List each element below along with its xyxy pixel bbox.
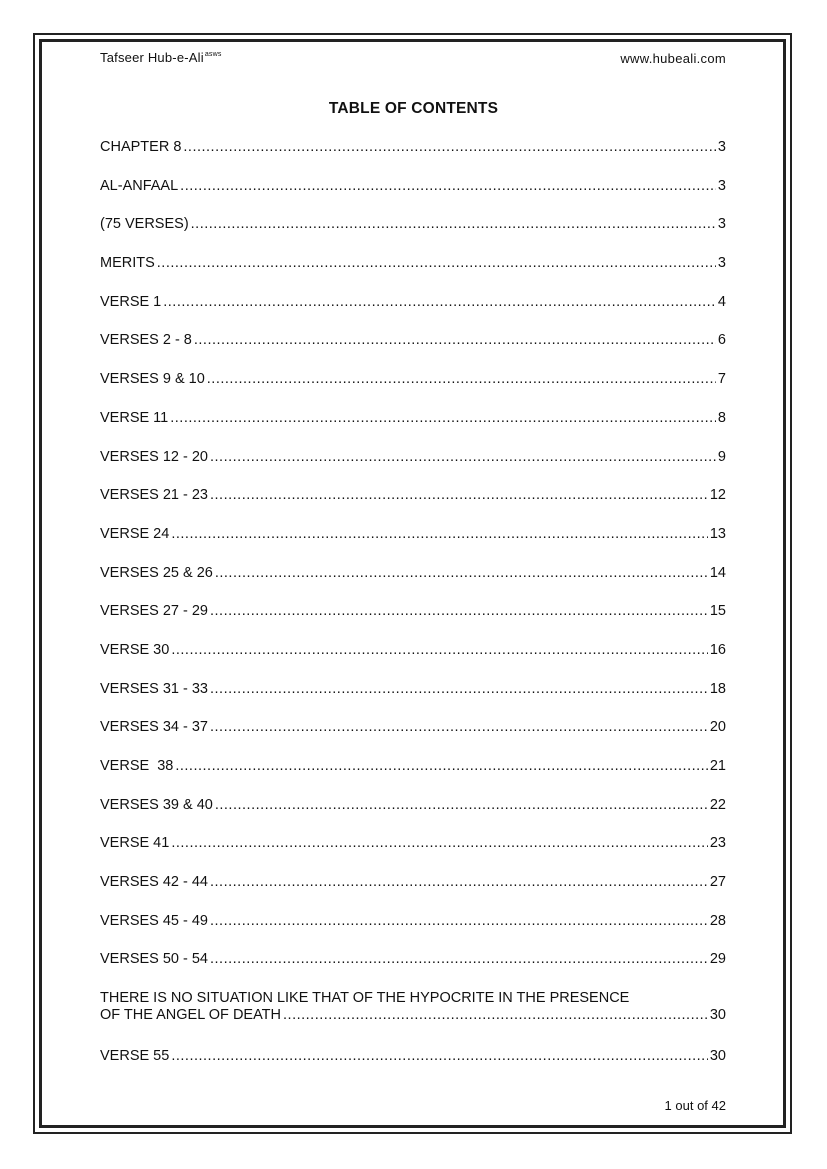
toc-entry-label: VERSES 34 - 37 [100,719,208,736]
toc-leader-dots [210,487,708,504]
toc-entry-page: 18 [709,680,726,697]
toc-list [100,139,726,1087]
toc-entry[interactable] [100,603,726,642]
toc-entry-label: VERSE 30 [100,641,170,658]
page-number: 1 out of 42 [664,1098,726,1113]
header-book-title-text: Tafseer Hub-e-Ali [100,50,204,65]
toc-leader-dots [180,178,716,195]
toc-leader-dots [171,835,708,852]
toc-entry-label: (75 VERSES) [100,216,189,233]
toc-leader-dots [283,1007,708,1024]
toc-entry[interactable] [100,294,726,333]
toc-entry-label: VERSE 11 [100,409,169,426]
toc-entry-page: 7 [717,371,726,388]
toc-title: TABLE OF CONTENTS [328,100,499,117]
toc-entry[interactable] [100,487,726,526]
toc-leader-dots [194,332,716,349]
toc-entry-page: 27 [709,874,726,891]
toc-entry[interactable] [100,913,726,952]
toc-leader-dots [215,565,708,582]
toc-entry[interactable] [100,1048,726,1087]
header-website: www.hubeali.com [620,51,726,66]
toc-entry-page: 3 [717,216,726,233]
toc-entry[interactable] [100,797,726,836]
toc-entry-label: VERSES 50 - 54 [100,951,208,968]
toc-leader-dots [210,951,708,968]
toc-entry-page: 29 [709,951,726,968]
toc-entry-page: 23 [709,835,726,852]
toc-leader-dots [170,410,716,427]
toc-leader-dots [210,913,708,930]
toc-leader-dots [207,371,716,388]
toc-entry[interactable] [100,178,726,217]
toc-entry-label: VERSE 24 [100,525,170,542]
toc-entry-label: AL-ANFAAL [100,177,179,194]
toc-entry-label: VERSES 9 & 10 [100,371,205,388]
toc-entry[interactable] [100,642,726,681]
toc-entry-label: VERSES 12 - 20 [100,448,208,465]
toc-leader-dots [191,216,716,233]
toc-leader-dots [210,603,708,620]
toc-entry[interactable] [100,565,726,604]
toc-entry[interactable] [100,332,726,371]
toc-entry-page: 4 [717,293,726,310]
header-book-title [100,50,222,65]
toc-entry-page: 3 [717,177,726,194]
toc-entry-label: VERSE 38 [100,758,174,774]
toc-entry-label: VERSES 27 - 29 [100,603,208,620]
toc-entry-page: 3 [717,139,726,155]
toc-entry-label-line2: OF THE ANGEL OF DEATH [100,1007,282,1024]
toc-entry-label: VERSES 31 - 33 [100,680,208,697]
toc-entry-page: 3 [717,255,726,272]
toc-entry-label: VERSE 1 [100,293,162,310]
toc-leader-dots [171,526,708,543]
toc-entry[interactable] [100,951,726,990]
toc-entry-page: 28 [709,912,726,929]
toc-entry-page: 8 [717,409,726,426]
toc-entry-multiline[interactable] [100,990,726,1048]
toc-entry-page: 21 [709,758,726,774]
toc-leader-dots [183,139,716,156]
toc-entry-line2 [100,1007,726,1024]
toc-entry[interactable] [100,526,726,565]
toc-entry-page: 9 [717,448,726,465]
toc-leader-dots [171,1048,708,1065]
toc-leader-dots [163,294,716,311]
toc-entry[interactable] [100,449,726,488]
toc-leader-dots [215,797,708,814]
toc-entry-label: VERSES 45 - 49 [100,912,208,929]
toc-entry-label: VERSE 41 [100,835,170,852]
toc-entry-page: 14 [709,564,726,581]
toc-entry[interactable] [100,874,726,913]
toc-entry[interactable] [100,255,726,294]
toc-entry-page: 20 [709,719,726,736]
toc-entry-page: 30 [709,1007,726,1024]
toc-leader-dots [210,874,708,891]
toc-entry[interactable] [100,139,726,178]
toc-entry-page: 16 [709,641,726,658]
toc-entry-label-line1: THERE IS NO SITUATION LIKE THAT OF THE HYPOCRITE IN THE PRESENCE [100,990,630,1007]
toc-entry-label: VERSE 55 [100,1048,170,1065]
toc-entry-page: 15 [709,603,726,620]
toc-entry-page: 30 [709,1048,726,1065]
toc-entry[interactable] [100,719,726,758]
header-book-title-sup: asws [204,51,222,58]
toc-entry[interactable] [100,371,726,410]
toc-leader-dots [210,681,708,698]
toc-entry-page: 6 [717,332,726,349]
toc-entry-label: VERSES 2 - 8 [100,332,192,349]
toc-entry-label: MERITS [100,255,155,272]
toc-entry[interactable] [100,758,726,797]
toc-entry-page: 22 [709,796,726,813]
toc-entry-label: VERSES 21 - 23 [100,487,208,504]
toc-leader-dots [175,758,708,775]
toc-leader-dots [210,719,708,736]
toc-leader-dots [157,255,716,272]
toc-entry-page: 13 [709,525,726,542]
toc-leader-dots [171,642,708,659]
toc-entry[interactable] [100,410,726,449]
toc-entry-label: VERSES 25 & 26 [100,564,213,581]
toc-leader-dots [210,449,716,466]
toc-entry-page: 12 [709,487,726,504]
toc-entry-label: CHAPTER 8 [100,139,182,155]
toc-entry[interactable] [100,681,726,720]
toc-entry[interactable] [100,216,726,255]
toc-entry-label: VERSES 42 - 44 [100,874,208,891]
toc-entry-label: VERSES 39 & 40 [100,796,213,813]
toc-entry[interactable] [100,835,726,874]
